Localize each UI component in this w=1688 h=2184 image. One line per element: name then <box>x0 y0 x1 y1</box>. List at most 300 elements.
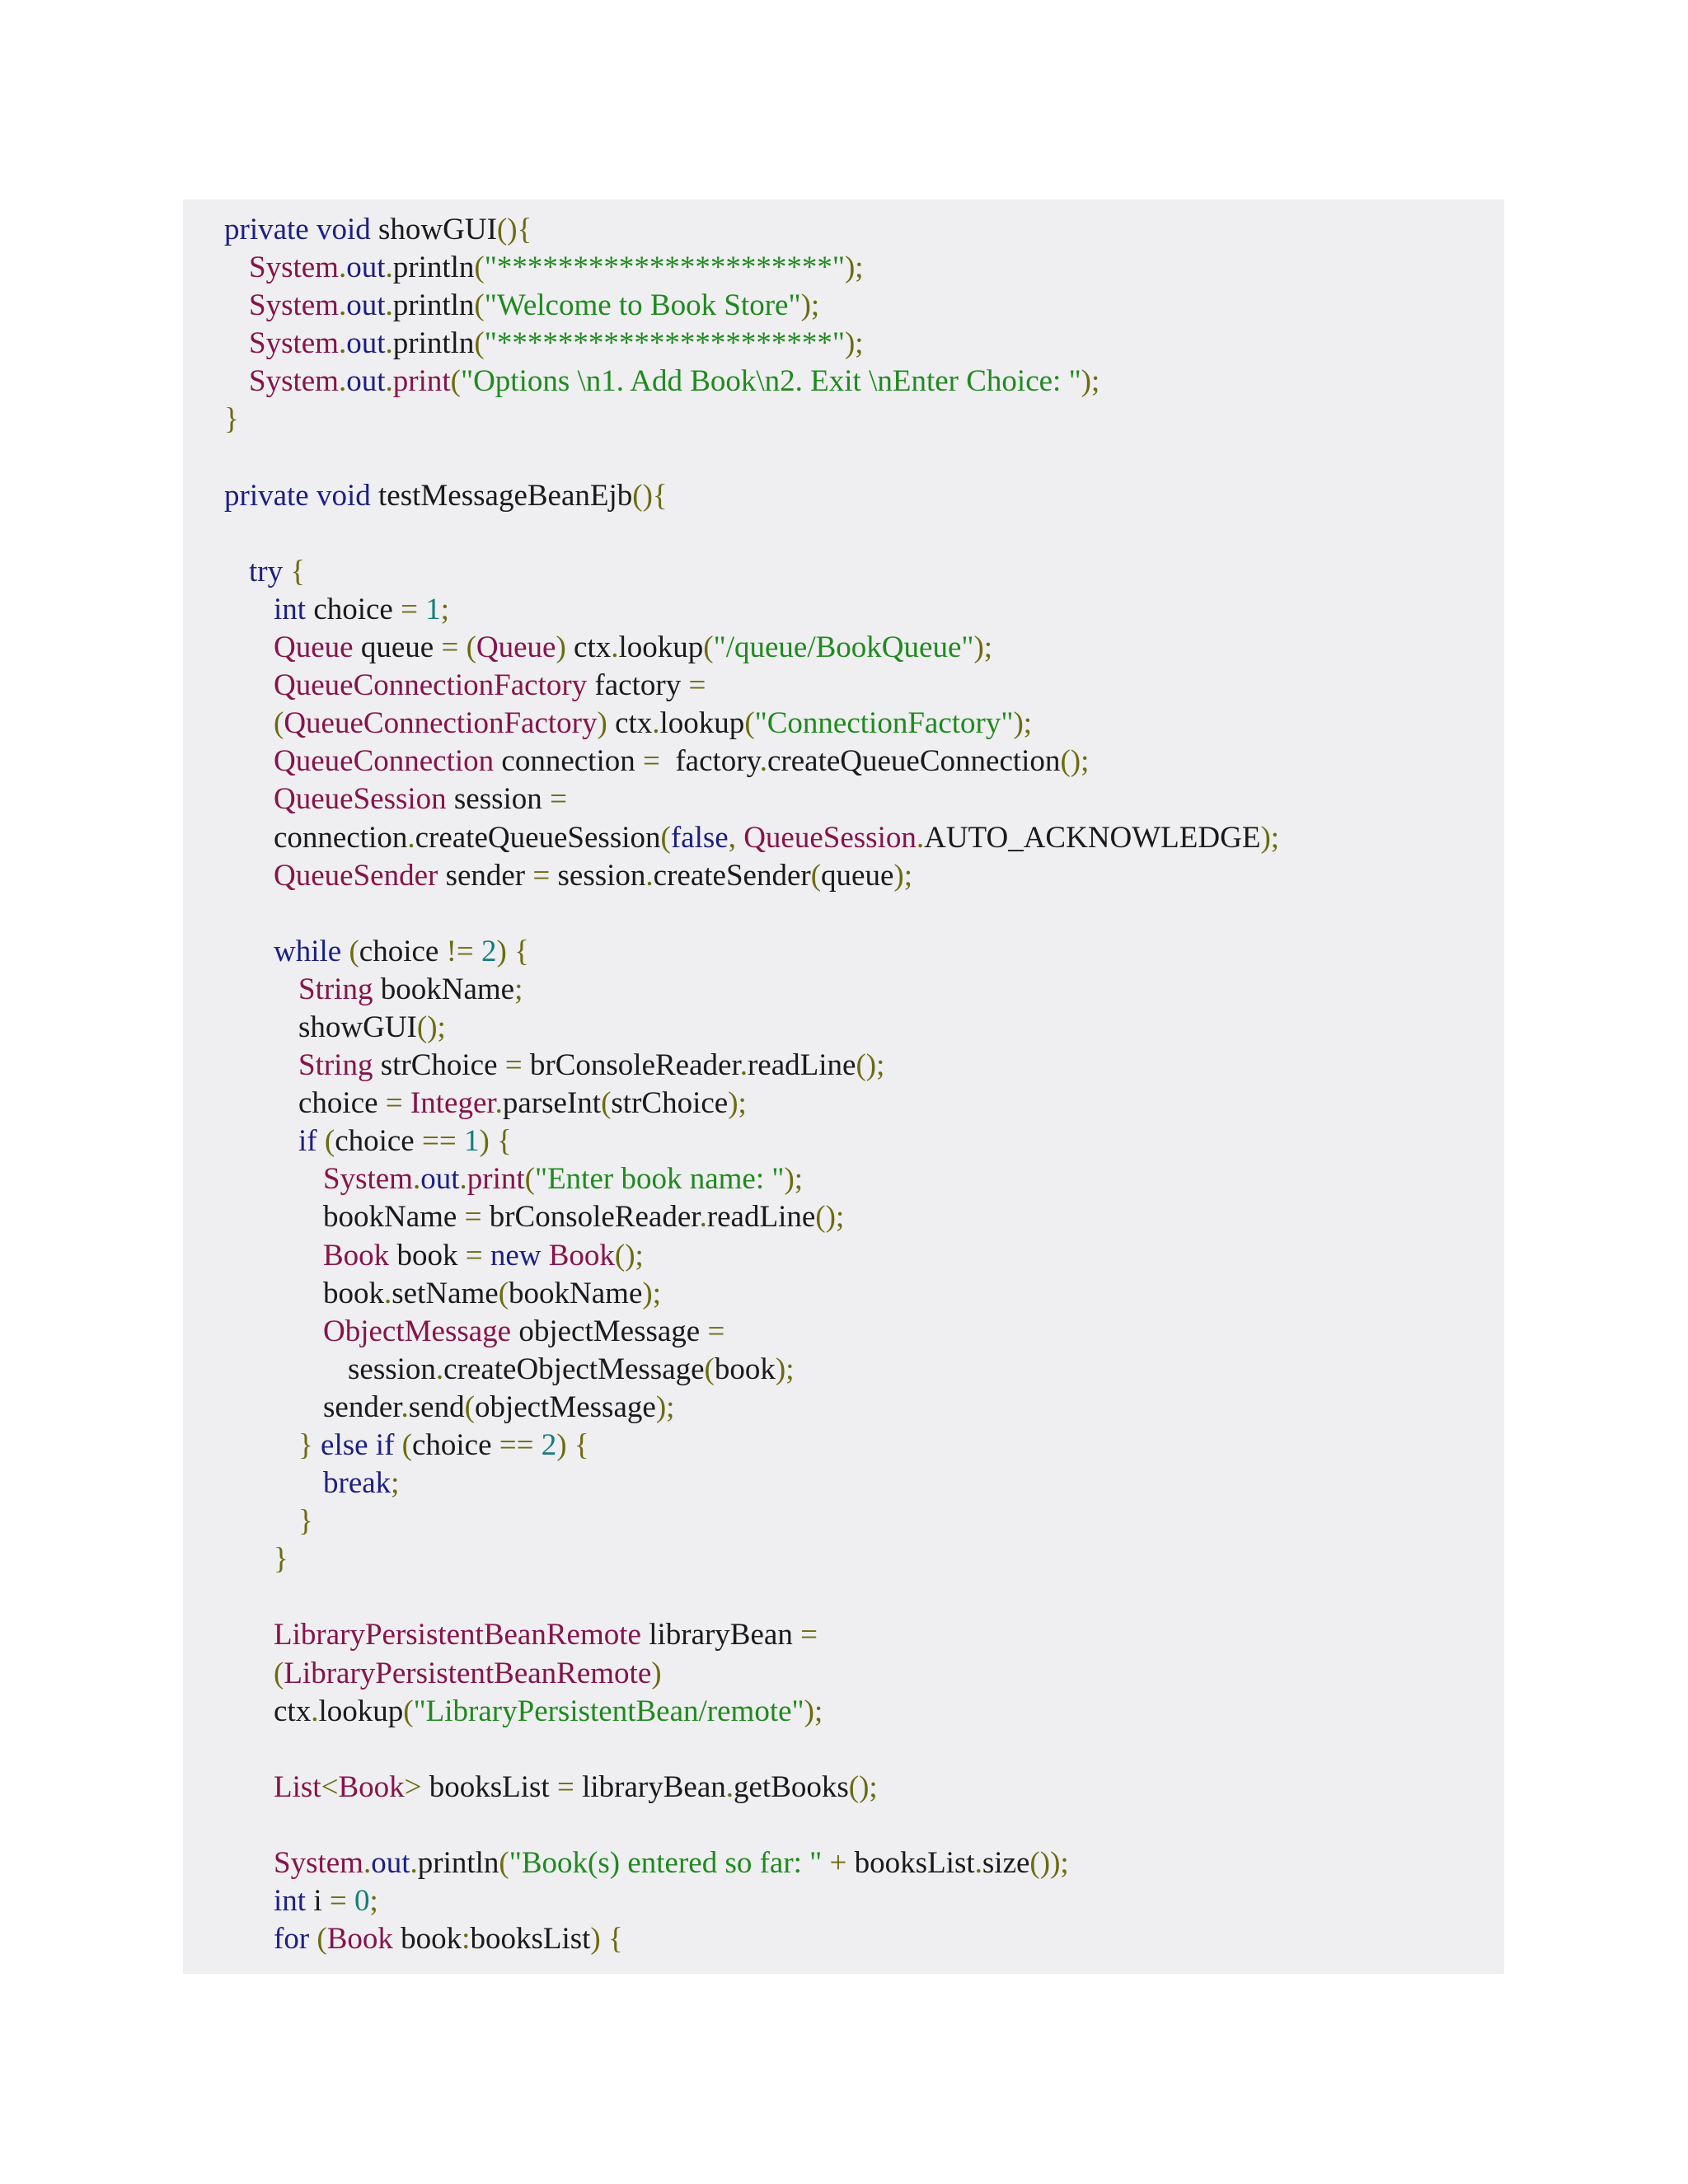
code-token-punctuation: . <box>725 1769 734 1804</box>
code-token-identifier: println <box>392 251 475 285</box>
code-token-type-name: System <box>323 1162 413 1197</box>
code-token-number-literal: 2 <box>481 934 497 968</box>
code-token-type-name: QueueConnectionFactory <box>284 706 598 741</box>
code-line <box>224 1844 1504 1882</box>
code-line <box>224 1085 1504 1122</box>
code-token-number-literal: 2 <box>541 1428 557 1462</box>
code-token-string-literal: "LibraryPersistentBean/remote" <box>413 1694 804 1728</box>
code-token-identifier: createSender <box>653 858 811 893</box>
code-token-keyword: new <box>490 1238 542 1272</box>
code-token-identifier: send <box>408 1390 465 1424</box>
code-token-identifier: println <box>392 288 475 323</box>
code-token-punctuation: . <box>645 858 654 893</box>
code-token-identifier: choice <box>306 592 401 626</box>
code-token-keyword: void <box>316 213 371 246</box>
code-token-string-literal: "Welcome to Book Store" <box>484 288 801 323</box>
code-token-identifier: objectMessage <box>474 1390 656 1424</box>
code-token-punctuation: (){ <box>496 213 532 246</box>
code-token-punctuation: (); <box>848 1769 878 1804</box>
code-token-identifier: booksList <box>846 1846 975 1881</box>
code-token-type-name: LibraryPersistentBeanRemote <box>274 1618 641 1652</box>
code-token-punctuation: ) <box>590 1922 601 1957</box>
code-line <box>224 1122 1504 1160</box>
code-token-punctuation: == <box>421 1124 457 1159</box>
code-token-string-literal: "/queue/BookQueue" <box>713 630 974 665</box>
code-token-punctuation: ); <box>1260 820 1280 855</box>
code-token-punctuation: == <box>499 1428 534 1462</box>
code-token-type-name: Queue <box>274 630 354 665</box>
code-token-identifier <box>347 1884 354 1918</box>
code-token-punctuation: , <box>728 820 736 855</box>
code-token-keyword: out <box>346 251 386 285</box>
code-token-identifier <box>567 1428 574 1462</box>
code-token-number-literal: 1 <box>463 1124 480 1159</box>
code-line <box>224 1616 1504 1654</box>
code-token-punctuation: ( <box>601 1086 612 1121</box>
code-line <box>224 1237 1504 1275</box>
code-token-punctuation: . <box>435 1352 444 1386</box>
code-token-identifier <box>283 555 290 588</box>
code-token-keyword: while <box>274 934 342 968</box>
code-token-punctuation: = <box>504 1048 523 1083</box>
code-token-punctuation: (); <box>416 1010 446 1044</box>
code-line <box>224 1465 1504 1502</box>
code-token-punctuation: (){ <box>632 478 668 513</box>
code-token-identifier <box>541 1239 548 1272</box>
code-token-number-literal: 1 <box>425 592 441 626</box>
code-token-punctuation: ( <box>274 706 284 741</box>
code-token-punctuation: ; <box>369 1884 378 1919</box>
code-token-punctuation: + <box>829 1846 847 1881</box>
code-token-punctuation: ); <box>844 326 864 361</box>
code-token-punctuation: ( <box>524 1162 535 1197</box>
code-token-punctuation: ); <box>973 630 993 665</box>
code-token-keyword: if <box>375 1428 395 1462</box>
code-token-punctuation: { <box>574 1428 589 1462</box>
code-line <box>224 249 1504 287</box>
code-token-identifier: readLine <box>747 1048 856 1083</box>
code-token-identifier: println <box>392 326 475 361</box>
code-token-punctuation: < <box>321 1769 339 1804</box>
code-token-identifier: connection <box>494 744 643 779</box>
code-token-keyword: if <box>298 1124 317 1159</box>
code-token-type-name: print <box>467 1162 525 1197</box>
code-token-punctuation: ( <box>349 934 359 968</box>
code-line <box>224 515 1504 553</box>
code-token-identifier <box>534 1428 542 1462</box>
code-line <box>224 971 1504 1009</box>
code-line <box>224 780 1504 818</box>
code-line <box>224 629 1504 667</box>
code-token-punctuation: ( <box>498 1276 509 1310</box>
code-token-punctuation: . <box>759 744 767 779</box>
code-token-punctuation: ); <box>642 1276 661 1310</box>
code-token-string-literal: "Options \n1. Add Book\n2. Exit \nEnter Choice: " <box>460 364 1081 399</box>
code-token-identifier: sender <box>323 1390 401 1424</box>
code-token-punctuation: { <box>608 1922 623 1957</box>
code-token-punctuation: ( <box>744 706 755 741</box>
code-token-keyword: int <box>274 592 307 626</box>
code-token-punctuation: ; <box>391 1466 400 1501</box>
code-token-type-name: Book <box>326 1922 393 1957</box>
code-token-identifier: showGUI <box>298 1010 417 1044</box>
code-token-punctuation: (); <box>614 1238 644 1272</box>
code-token-type-name: Book <box>548 1238 615 1272</box>
code-token-punctuation: ); <box>1013 706 1033 741</box>
code-token-keyword: private <box>224 478 309 513</box>
code-token-type-name: QueueConnection <box>274 744 495 779</box>
code-token-identifier: queue <box>821 858 894 893</box>
code-token-punctuation: . <box>385 288 393 323</box>
code-token-identifier: brConsoleReader <box>522 1048 740 1083</box>
code-token-keyword: false <box>670 820 729 855</box>
code-token-identifier <box>736 821 743 855</box>
code-token-identifier: session <box>446 782 551 817</box>
code-token-number-literal: 0 <box>354 1884 370 1919</box>
code-token-type-name: Book <box>338 1769 405 1804</box>
code-token-type-name: LibraryPersistentBeanRemote <box>284 1656 652 1690</box>
code-token-punctuation: ) <box>479 1124 490 1159</box>
code-token-identifier: choice <box>335 1124 422 1159</box>
code-token-identifier: objectMessage <box>511 1314 708 1348</box>
code-token-punctuation: . <box>384 1276 392 1310</box>
code-token-punctuation: ( <box>499 1846 509 1881</box>
code-token-punctuation: . <box>407 820 415 855</box>
code-token-punctuation: ); <box>775 1352 795 1386</box>
code-token-identifier: strChoice <box>611 1086 729 1121</box>
code-token-identifier: setName <box>392 1276 499 1310</box>
code-token-identifier: bookName <box>509 1276 643 1310</box>
code-token-punctuation: . <box>974 1846 982 1881</box>
code-token-punctuation: . <box>311 1694 319 1728</box>
code-token-punctuation: ) <box>556 1428 567 1462</box>
code-line <box>224 325 1504 363</box>
code-token-identifier <box>403 1086 410 1120</box>
code-token-identifier: session <box>550 858 646 893</box>
code-token-punctuation: ( <box>474 288 485 323</box>
code-token-punctuation: ); <box>893 858 913 893</box>
code-line <box>224 287 1504 325</box>
code-line <box>224 553 1504 591</box>
code-token-identifier <box>483 1239 490 1272</box>
code-token-identifier <box>317 1124 325 1158</box>
code-token-punctuation: . <box>699 1200 707 1235</box>
code-token-identifier: book <box>392 1922 462 1957</box>
code-token-punctuation: ( <box>466 630 476 665</box>
code-line <box>224 439 1504 477</box>
code-token-type-name: print <box>392 364 451 399</box>
code-token-punctuation: ) <box>597 706 607 741</box>
code-token-identifier: strChoice <box>373 1048 505 1083</box>
code-token-punctuation: : <box>462 1922 471 1957</box>
code-token-identifier: getBooks <box>734 1769 849 1804</box>
code-line <box>224 477 1504 515</box>
code-token-type-name: String <box>298 1048 373 1083</box>
code-token-punctuation: ) <box>496 934 507 968</box>
code-token-identifier <box>394 1428 401 1462</box>
code-token-punctuation: ()); <box>1029 1846 1069 1881</box>
code-token-type-name: Integer <box>410 1086 495 1121</box>
code-line <box>224 1502 1504 1540</box>
code-line <box>224 1313 1504 1351</box>
code-token-punctuation: . <box>338 288 347 323</box>
code-token-identifier <box>458 630 466 664</box>
code-token-identifier <box>368 1428 376 1462</box>
code-line <box>224 1655 1504 1693</box>
code-token-punctuation: = <box>465 1238 483 1272</box>
code-token-punctuation: = <box>556 1769 574 1804</box>
code-token-identifier: parseInt <box>502 1086 602 1121</box>
code-token-punctuation: . <box>385 326 393 361</box>
code-token-identifier: createQueueConnection <box>767 744 1061 779</box>
code-token-punctuation: ( <box>474 251 485 285</box>
code-token-punctuation: = <box>688 668 706 703</box>
code-token-punctuation: } <box>224 402 239 437</box>
code-token-identifier <box>507 935 514 968</box>
code-token-identifier: connection <box>274 820 408 855</box>
code-token-punctuation: . <box>916 820 925 855</box>
code-token-identifier: libraryBean <box>574 1769 726 1804</box>
code-line <box>224 1275 1504 1313</box>
code-token-punctuation: ); <box>728 1086 747 1121</box>
code-line <box>224 705 1504 743</box>
code-token-identifier: testMessageBeanEjb <box>370 478 633 513</box>
code-token-punctuation: = <box>441 630 459 665</box>
code-line <box>224 933 1504 971</box>
code-token-keyword: private <box>224 213 309 246</box>
code-token-punctuation: { <box>514 934 529 968</box>
code-token-punctuation: . <box>401 1390 409 1424</box>
code-token-punctuation: } <box>298 1428 313 1462</box>
code-token-identifier: choice <box>298 1086 386 1121</box>
code-token-keyword: else <box>321 1428 368 1462</box>
code-token-identifier: session <box>348 1352 436 1386</box>
code-token-type-name: String <box>298 972 373 1006</box>
code-token-punctuation: ( <box>403 1694 414 1728</box>
code-token-punctuation: . <box>412 1162 421 1197</box>
code-token-string-literal: "**********************" <box>484 251 845 285</box>
code-token-punctuation: ( <box>324 1124 335 1159</box>
code-token-type-name: QueueSender <box>274 858 438 893</box>
code-token-punctuation: . <box>338 326 347 361</box>
code-token-string-literal: "Book(s) entered so far: " <box>509 1846 823 1881</box>
code-line <box>224 1769 1504 1807</box>
code-token-punctuation: . <box>652 706 660 741</box>
code-token-punctuation: != <box>446 934 474 968</box>
code-token-punctuation: . <box>611 630 619 665</box>
code-token-punctuation: . <box>495 1086 503 1121</box>
code-token-type-name: System <box>249 364 339 399</box>
code-token-identifier: lookup <box>618 630 704 665</box>
code-token-keyword: out <box>346 326 386 361</box>
code-token-keyword: for <box>274 1922 310 1957</box>
code-token-punctuation: (); <box>856 1048 885 1083</box>
code-token-punctuation: = <box>707 1314 725 1348</box>
code-token-identifier: showGUI <box>370 213 497 246</box>
code-token-identifier: lookup <box>659 706 745 741</box>
code-token-identifier: size <box>982 1846 1030 1881</box>
code-token-identifier <box>474 935 481 968</box>
code-token-punctuation: } <box>298 1504 313 1539</box>
code-token-identifier: book <box>714 1352 776 1386</box>
code-line <box>224 1160 1504 1198</box>
code-token-identifier <box>309 479 316 513</box>
code-token-punctuation: = <box>800 1618 818 1652</box>
code-line <box>224 857 1504 895</box>
code-token-keyword: out <box>371 1846 410 1881</box>
code-token-punctuation: = <box>550 782 567 817</box>
code-token-punctuation: ); <box>784 1162 804 1197</box>
code-token-string-literal: "**********************" <box>484 326 845 361</box>
code-token-identifier <box>457 1124 464 1158</box>
code-token-identifier: brConsoleReader <box>481 1200 700 1235</box>
code-token-string-literal: "ConnectionFactory" <box>754 706 1014 741</box>
code-token-punctuation: ); <box>655 1390 675 1424</box>
code-token-identifier: bookName <box>323 1200 465 1235</box>
code-line <box>224 591 1504 629</box>
code-token-punctuation: . <box>385 364 393 399</box>
code-token-identifier: createObjectMessage <box>443 1352 705 1386</box>
code-token-keyword: out <box>346 288 386 323</box>
code-token-punctuation: ; <box>514 972 523 1006</box>
code-token-type-name: QueueSession <box>274 782 447 817</box>
code-token-keyword: out <box>420 1162 460 1197</box>
code-token-punctuation: = <box>385 1086 403 1121</box>
code-line <box>224 1389 1504 1427</box>
code-token-identifier: ctx <box>607 706 653 741</box>
code-line <box>224 401 1504 438</box>
code-token-punctuation: ( <box>704 1352 715 1386</box>
code-token-identifier <box>601 1922 608 1956</box>
code-line <box>224 1731 1504 1769</box>
code-token-identifier: book <box>389 1238 466 1272</box>
code-token-punctuation: ( <box>401 1428 412 1462</box>
code-token-identifier: createQueueSession <box>415 820 661 855</box>
code-token-punctuation: . <box>338 251 347 285</box>
code-token-punctuation: ); <box>844 251 864 285</box>
code-token-identifier: ctx <box>274 1694 312 1728</box>
code-token-identifier: choice <box>359 934 447 968</box>
code-token-identifier: ctx <box>565 630 612 665</box>
code-line <box>224 1351 1504 1389</box>
code-token-punctuation: = <box>532 858 551 893</box>
code-line <box>224 1882 1504 1920</box>
code-token-identifier <box>309 213 316 246</box>
code-token-type-name: Book <box>323 1238 390 1272</box>
code-token-type-name: System <box>274 1846 363 1881</box>
code-token-type-name: System <box>249 326 339 361</box>
code-token-punctuation: . <box>385 251 393 285</box>
code-token-identifier: AUTO_ACKNOWLEDGE <box>924 820 1261 855</box>
code-token-identifier: factory <box>587 668 689 703</box>
code-token-punctuation: = <box>329 1884 347 1919</box>
code-line <box>224 743 1504 780</box>
code-token-punctuation: ( <box>660 820 671 855</box>
code-token-punctuation: ( <box>474 326 485 361</box>
code-token-identifier: booksList <box>470 1922 591 1957</box>
code-token-type-name: System <box>249 251 339 285</box>
code-line <box>224 1578 1504 1616</box>
code-token-identifier: libraryBean <box>640 1618 801 1652</box>
code-token-identifier: booksList <box>421 1769 557 1804</box>
code-token-punctuation: > <box>404 1769 422 1804</box>
code-line <box>224 1009 1504 1047</box>
code-token-string-literal: "Enter book name: " <box>534 1162 785 1197</box>
code-token-punctuation: . <box>410 1846 418 1881</box>
code-line <box>224 1693 1504 1731</box>
code-token-punctuation: { <box>290 554 306 588</box>
code-token-type-name: ObjectMessage <box>323 1314 512 1348</box>
code-token-identifier: bookName <box>373 972 515 1006</box>
code-token-identifier: sender <box>438 858 533 893</box>
code-line <box>224 1920 1504 1958</box>
code-token-punctuation: ); <box>804 1694 823 1728</box>
code-token-identifier: lookup <box>318 1694 404 1728</box>
code-token-punctuation: = <box>464 1200 482 1235</box>
code-token-punctuation: . <box>459 1162 467 1197</box>
code-line <box>224 1047 1504 1085</box>
code-token-punctuation: ( <box>703 630 714 665</box>
code-line <box>224 1540 1504 1578</box>
code-token-punctuation: = <box>642 744 660 779</box>
code-token-punctuation: . <box>338 364 347 399</box>
code-token-punctuation: { <box>497 1124 512 1159</box>
code-token-keyword: void <box>316 478 371 513</box>
code-line <box>224 667 1504 705</box>
code-token-identifier: readLine <box>706 1200 816 1235</box>
code-token-punctuation: . <box>739 1048 748 1083</box>
code-line <box>224 1807 1504 1844</box>
code-token-type-name: QueueConnectionFactory <box>274 668 588 703</box>
code-token-punctuation: ; <box>440 592 450 626</box>
code-line <box>224 211 1504 249</box>
code-line <box>224 819 1504 857</box>
code-token-identifier <box>313 1428 321 1462</box>
code-line <box>224 895 1504 933</box>
code-token-punctuation: = <box>401 592 418 626</box>
code-token-keyword: break <box>323 1466 392 1501</box>
code-token-punctuation: ) <box>651 1656 662 1690</box>
code-token-identifier <box>490 1124 497 1158</box>
code-token-punctuation: ); <box>800 288 820 323</box>
code-token-punctuation: . <box>363 1846 372 1881</box>
code-token-punctuation: ( <box>274 1656 284 1690</box>
code-token-identifier <box>418 593 425 626</box>
code-line <box>224 1427 1504 1465</box>
code-token-identifier: i <box>306 1884 330 1919</box>
code-token-keyword: int <box>274 1884 307 1919</box>
code-token-punctuation: ( <box>450 364 461 399</box>
code-line <box>224 363 1504 401</box>
code-token-identifier <box>822 1846 829 1880</box>
code-token-punctuation: ( <box>464 1390 475 1424</box>
code-token-keyword: try <box>249 554 284 588</box>
code-token-type-name: QueueSession <box>743 820 917 855</box>
code-token-punctuation: (); <box>815 1200 845 1235</box>
code-block <box>183 199 1504 1974</box>
code-token-identifier: queue <box>353 630 442 665</box>
code-token-punctuation: (); <box>1060 744 1090 779</box>
code-token-punctuation: ) <box>556 630 566 665</box>
code-token-punctuation: ( <box>810 858 822 893</box>
code-token-identifier: factory <box>659 744 760 779</box>
code-token-type-name: List <box>274 1769 321 1804</box>
code-token-type-name: System <box>249 288 339 323</box>
code-line <box>224 1198 1504 1236</box>
code-token-type-name: Queue <box>476 630 556 665</box>
code-token-identifier: choice <box>411 1428 499 1462</box>
code-token-identifier: println <box>417 1846 499 1881</box>
